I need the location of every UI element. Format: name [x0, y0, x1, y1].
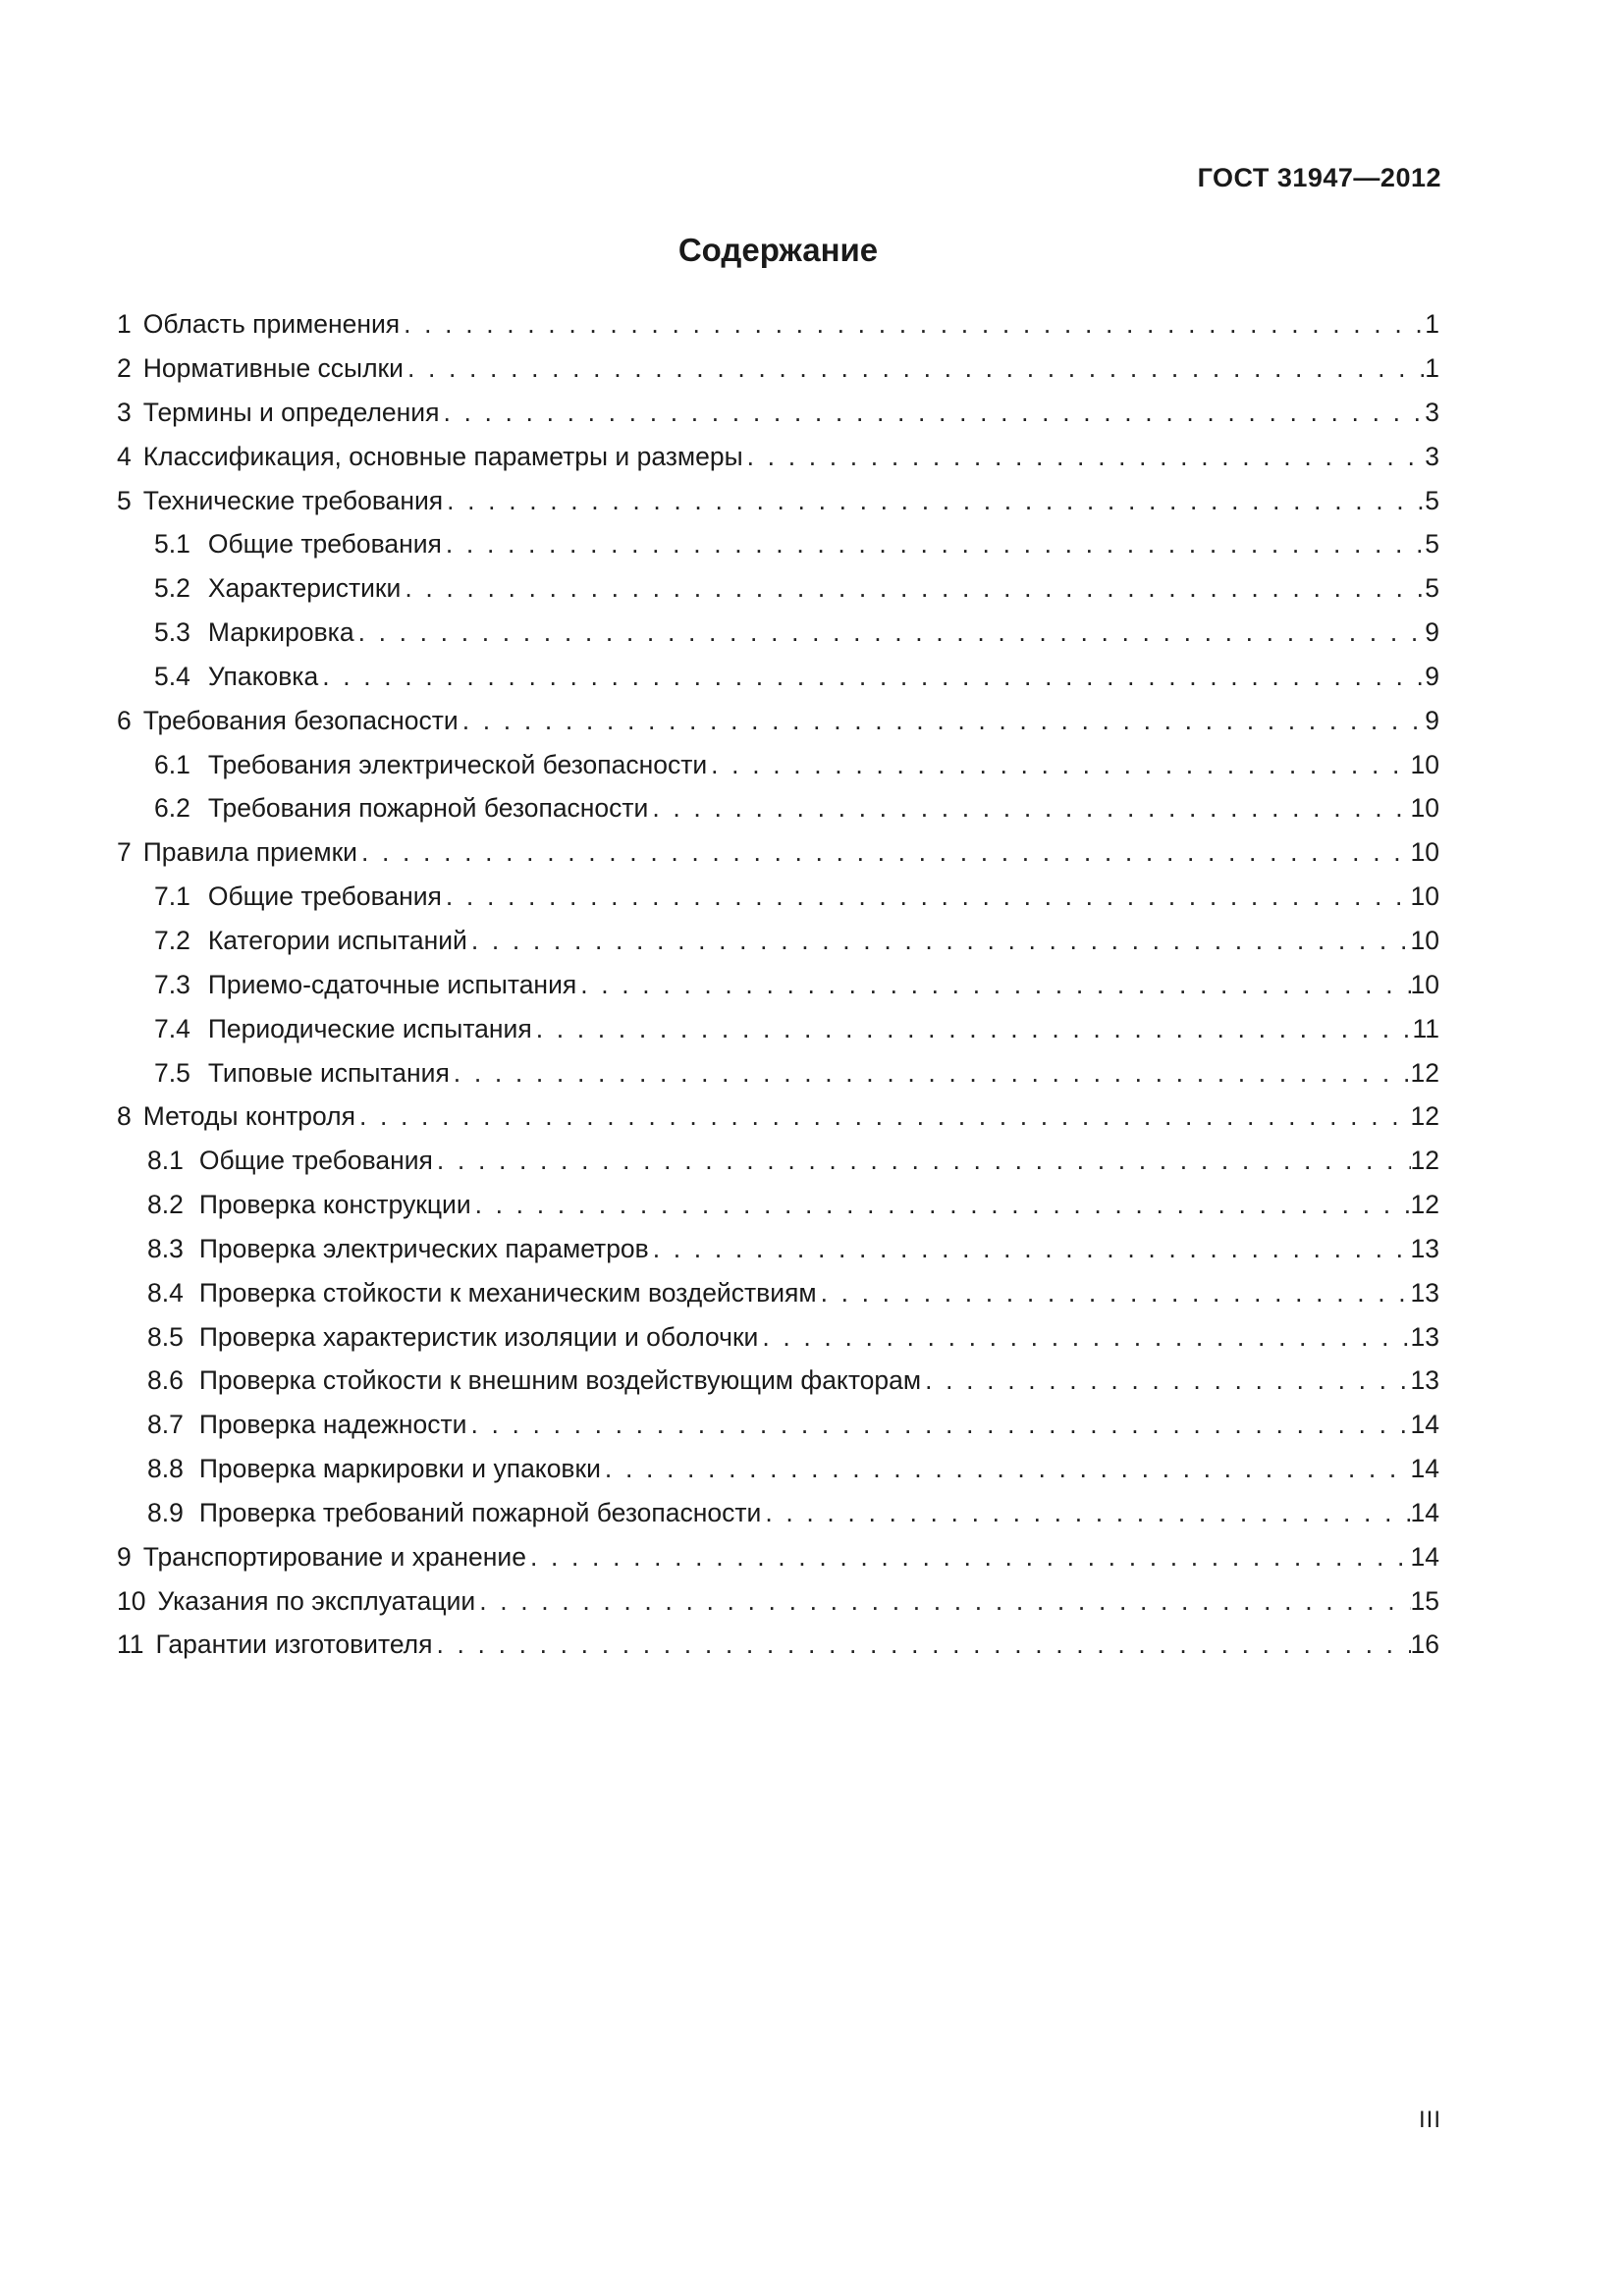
toc-entry-label: Периодические испытания	[207, 1013, 532, 1043]
toc-entry[interactable]	[117, 875, 1439, 919]
toc-entry[interactable]	[117, 1314, 1439, 1359]
toc-entry-label: Проверка стойкости к механическим воздействиям	[198, 1277, 817, 1308]
dot-leader	[475, 1588, 1410, 1615]
toc-entry-label: Технические требования	[142, 485, 444, 515]
toc-entry-label: Проверка надежности	[198, 1410, 467, 1440]
dot-leader	[442, 531, 1425, 558]
toc-entry[interactable]	[117, 566, 1439, 611]
toc-entry-label: Проверка характеристик изоляции и оболочки	[198, 1321, 759, 1352]
page-title: Содержание	[677, 232, 879, 268]
toc-entry-number: 5	[117, 485, 132, 515]
toc-entry-page: 10	[1410, 925, 1439, 955]
toc-entry[interactable]	[117, 963, 1439, 1007]
toc-entry-page: 10	[1410, 969, 1439, 999]
dot-leader	[761, 1500, 1410, 1526]
toc-entry[interactable]	[117, 830, 1439, 875]
toc-entry-label: Требования пожарной безопасности	[207, 793, 649, 824]
toc-entry-label: Классификация, основные параметры и размеры	[142, 441, 743, 471]
toc-entry-number: 7.5	[154, 1057, 190, 1088]
toc-entry-number: 8.8	[147, 1454, 184, 1484]
toc-entry-number: 5.3	[154, 617, 190, 648]
dot-leader	[357, 839, 1411, 866]
toc-entry[interactable]	[117, 1271, 1439, 1315]
toc-entry-number: 5.2	[154, 573, 190, 604]
toc-entry-page: 13	[1410, 1321, 1439, 1352]
dot-leader	[648, 795, 1410, 822]
toc-entry-number: 5.1	[154, 529, 190, 560]
toc-entry-page: 9	[1425, 617, 1439, 648]
toc-entry-number: 10	[117, 1585, 146, 1616]
toc-entry-page: 3	[1425, 397, 1439, 427]
toc-entry[interactable]	[117, 1095, 1439, 1139]
toc-entry[interactable]	[117, 786, 1439, 830]
toc-entry-page: 1	[1425, 353, 1439, 384]
dot-leader	[459, 708, 1426, 734]
toc-entry-number: 8.1	[147, 1146, 184, 1176]
toc-entry-page: 5	[1425, 529, 1439, 560]
dot-leader	[439, 400, 1425, 426]
toc-entry[interactable]	[117, 1491, 1439, 1535]
toc-entry[interactable]	[117, 655, 1439, 699]
toc-entry-page: 12	[1410, 1101, 1439, 1132]
toc-entry-label: Требования электрической безопасности	[207, 749, 708, 779]
dot-leader	[743, 444, 1426, 470]
toc-entry-page: 3	[1425, 441, 1439, 471]
toc-entry[interactable]	[117, 1007, 1439, 1051]
toc-entry-label: Приемо-сдаточные испытания	[207, 969, 577, 999]
toc-entry[interactable]	[117, 1578, 1439, 1623]
toc-entry-label: Нормативные ссылки	[142, 353, 404, 384]
dot-leader	[354, 619, 1426, 646]
toc-entry-number: 6.1	[154, 749, 190, 779]
toc-entry-page: 14	[1410, 1497, 1439, 1527]
dot-leader	[649, 1236, 1411, 1262]
toc-entry-page: 12	[1410, 1146, 1439, 1176]
toc-entry-page: 10	[1410, 837, 1439, 868]
toc-entry-label: Требования безопасности	[142, 705, 459, 735]
toc-entry-number: 7	[117, 837, 132, 868]
toc-entry-number: 11	[117, 1629, 144, 1660]
toc-entry-number: 4	[117, 441, 132, 471]
dot-leader	[532, 1016, 1413, 1042]
toc-entry-label: Проверка требований пожарной безопасности	[198, 1497, 762, 1527]
toc-entry-page: 13	[1410, 1365, 1439, 1396]
toc-entry-page: 1	[1425, 309, 1439, 340]
dot-leader	[467, 928, 1411, 954]
toc-entry-page: 12	[1410, 1057, 1439, 1088]
toc-entry[interactable]	[117, 435, 1439, 479]
toc-entry-page: 10	[1410, 749, 1439, 779]
toc-entry-number: 8.7	[147, 1410, 184, 1440]
dot-leader	[466, 1412, 1410, 1438]
toc-entry-page: 14	[1410, 1410, 1439, 1440]
table-of-contents	[117, 302, 1439, 1667]
toc-entry-number: 1	[117, 309, 132, 340]
toc-entry-label: Общие требования	[198, 1146, 433, 1176]
dot-leader	[450, 1060, 1411, 1087]
toc-entry[interactable]	[117, 1050, 1439, 1095]
toc-entry-page: 9	[1425, 705, 1439, 735]
dot-leader	[707, 752, 1410, 778]
dot-leader	[433, 1148, 1411, 1174]
toc-entry-page: 11	[1412, 1013, 1439, 1043]
toc-entry[interactable]	[117, 1139, 1439, 1183]
toc-entry[interactable]	[117, 1227, 1439, 1271]
dot-leader	[526, 1544, 1411, 1571]
toc-entry-label: Транспортирование и хранение	[142, 1541, 526, 1572]
dot-leader	[921, 1367, 1410, 1394]
toc-entry-page: 12	[1410, 1190, 1439, 1220]
toc-entry-page: 5	[1425, 573, 1439, 604]
toc-entry-number: 5.4	[154, 661, 190, 691]
toc-entry[interactable]	[117, 1447, 1439, 1491]
toc-entry-label: Упаковка	[207, 661, 319, 691]
dot-leader	[400, 311, 1425, 338]
toc-entry[interactable]	[117, 1359, 1439, 1403]
toc-entry-label: Проверка стойкости к внешним воздействующим факторам	[198, 1365, 922, 1396]
toc-entry[interactable]	[117, 1535, 1439, 1579]
toc-entry[interactable]	[117, 302, 1439, 347]
toc-entry-page: 10	[1410, 793, 1439, 824]
toc-entry-number: 8.5	[147, 1321, 184, 1352]
toc-entry-label: Проверка конструкции	[198, 1190, 471, 1220]
toc-entry-number: 8.9	[147, 1497, 184, 1527]
toc-entry-page: 5	[1425, 485, 1439, 515]
toc-entry-label: Категории испытаний	[207, 925, 467, 955]
toc-entry[interactable]	[117, 742, 1439, 786]
toc-entry-page: 14	[1410, 1454, 1439, 1484]
toc-entry-number: 6	[117, 705, 132, 735]
dot-leader	[404, 355, 1425, 382]
toc-entry[interactable]	[117, 522, 1439, 566]
toc-entry-label: Маркировка	[207, 617, 354, 648]
toc-entry-number: 7.4	[154, 1013, 190, 1043]
dot-leader	[576, 972, 1410, 998]
toc-entry-page: 9	[1425, 661, 1439, 691]
dot-leader	[471, 1192, 1411, 1218]
dot-leader	[442, 883, 1411, 910]
toc-entry-number: 8.6	[147, 1365, 184, 1396]
toc-entry-label: Характеристики	[207, 573, 402, 604]
toc-entry-number: 3	[117, 397, 132, 427]
toc-entry-number: 8	[117, 1101, 132, 1132]
toc-entry-page: 10	[1410, 881, 1439, 912]
toc-entry-number: 9	[117, 1541, 132, 1572]
toc-entry-label: Методы контроля	[142, 1101, 355, 1132]
toc-entry-label: Общие требования	[207, 529, 442, 560]
toc-entry-number: 7.2	[154, 925, 190, 955]
toc-entry-label: Указания по эксплуатации	[157, 1585, 476, 1616]
toc-entry[interactable]	[117, 1183, 1439, 1227]
dot-leader	[318, 664, 1425, 690]
toc-entry-page: 15	[1410, 1585, 1439, 1616]
toc-entry-label: Область применения	[142, 309, 401, 340]
dot-leader	[355, 1103, 1411, 1130]
toc-entry-label: Термины и определения	[142, 397, 440, 427]
toc-entry-number: 8.2	[147, 1190, 184, 1220]
dot-leader	[758, 1324, 1410, 1351]
toc-entry-number: 7.1	[154, 881, 190, 912]
toc-entry[interactable]	[117, 699, 1439, 743]
dot-leader	[817, 1280, 1411, 1307]
dot-leader	[433, 1631, 1411, 1658]
toc-entry[interactable]	[117, 347, 1439, 391]
toc-entry-number: 8.3	[147, 1233, 184, 1263]
page-number: III	[1418, 2107, 1441, 2133]
toc-entry-number: 6.2	[154, 793, 190, 824]
toc-entry-number: 2	[117, 353, 132, 384]
toc-entry[interactable]	[117, 391, 1439, 435]
toc-entry-page: 14	[1410, 1541, 1439, 1572]
toc-entry-number: 8.4	[147, 1277, 184, 1308]
toc-entry-label: Проверка электрических параметров	[198, 1233, 649, 1263]
toc-entry[interactable]	[117, 1403, 1439, 1447]
toc-entry-label: Общие требования	[207, 881, 442, 912]
document-code: ГОСТ 31947—2012	[1197, 163, 1441, 192]
toc-entry-label: Гарантии изготовителя	[155, 1629, 433, 1660]
dot-leader	[401, 575, 1425, 602]
toc-entry-label: Проверка маркировки и упаковки	[198, 1454, 601, 1484]
dot-leader	[601, 1456, 1411, 1482]
toc-entry-page: 13	[1410, 1277, 1439, 1308]
toc-entry-page: 16	[1410, 1629, 1439, 1660]
toc-entry-number: 7.3	[154, 969, 190, 999]
dot-leader	[443, 488, 1425, 514]
toc-entry-page: 13	[1410, 1233, 1439, 1263]
toc-entry[interactable]	[117, 478, 1439, 522]
toc-entry-label: Типовые испытания	[207, 1057, 450, 1088]
toc-entry[interactable]	[117, 919, 1439, 963]
toc-entry[interactable]	[117, 611, 1439, 655]
toc-entry[interactable]	[117, 1623, 1439, 1667]
toc-entry-label: Правила приемки	[142, 837, 357, 868]
